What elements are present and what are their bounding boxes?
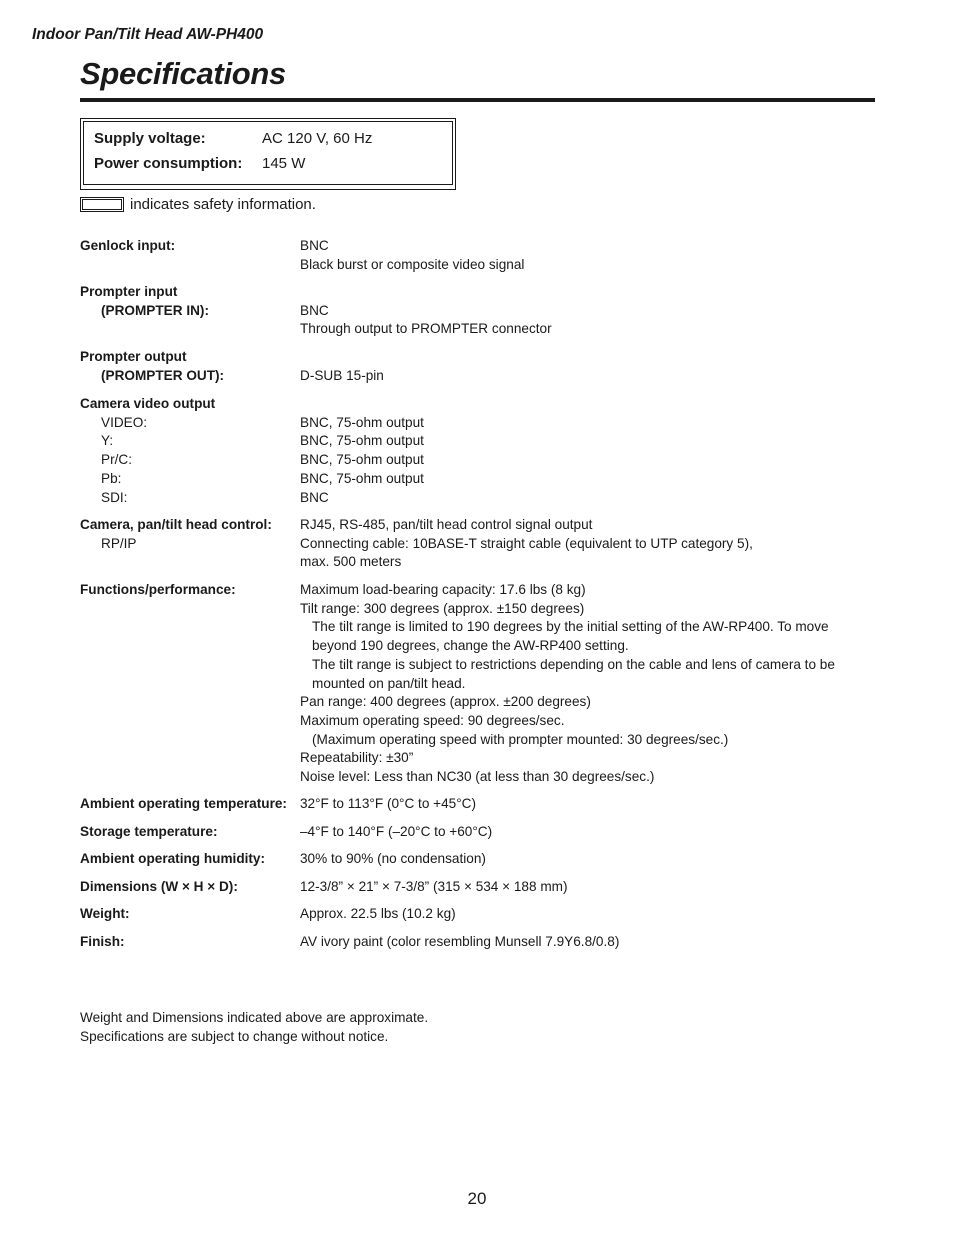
spec-value [300, 302, 870, 339]
spec-value [300, 516, 870, 572]
safety-box-icon [80, 197, 124, 212]
supply-voltage-label: Supply voltage: [94, 130, 206, 147]
power-consumption-label: Power consumption: [94, 155, 243, 172]
spec-value [300, 414, 870, 508]
spec-value-line: D-SUB 15-pin [300, 367, 384, 383]
spec-value-line: The tilt range is limited to 190 degrees by the initial setting of the AW-RP400. To move [312, 619, 829, 635]
spec-value-line: RJ45, RS-485, pan/tilt head control signal output [300, 517, 593, 532]
supply-voltage-value: AC 120 V, 60 Hz [262, 130, 373, 147]
spec-value-line: BNC [300, 302, 329, 318]
spec-value: 32°F to 113°F (0°C to +45°C) [300, 796, 477, 811]
spec-label-line: (PROMPTER OUT): [101, 367, 225, 383]
spec-label-line: (PROMPTER IN): [101, 302, 209, 318]
spec-value-line: Tilt range: 300 degrees (approx. ±150 degrees) [300, 600, 585, 616]
safety-note-text: indicates safety information. [130, 196, 316, 213]
spec-label [80, 348, 300, 385]
spec-value: –4°F to 140°F (–20°C to +60°C) [300, 824, 493, 839]
spec-label-line: Camera video output [80, 396, 216, 411]
supply-box [80, 118, 456, 190]
spec-value-line: Black burst or composite video signal [300, 256, 525, 272]
spec-value-line: max. 500 meters [300, 554, 402, 570]
spec-value-line: BNC, 75-ohm output [300, 452, 424, 468]
spec-sublabel: SDI: [101, 489, 128, 505]
spec-label [80, 283, 300, 320]
spec-value: 30% to 90% (no condensation) [300, 851, 486, 866]
spec-label: Finish: [80, 934, 125, 949]
footnote-line: Specifications are subject to change without notice. [80, 1029, 389, 1044]
spec-label [80, 516, 300, 553]
spec-value [300, 367, 870, 386]
spec-label: Weight: [80, 906, 130, 921]
page-number: 20 [467, 1189, 487, 1208]
spec-value-line: Repeatability: ±30” [300, 750, 414, 766]
spec-label: Genlock input: [80, 238, 176, 253]
spec-sublabel: RP/IP [101, 535, 137, 551]
spec-value-line: Maximum load-bearing capacity: 17.6 lbs (8 kg) [300, 582, 586, 597]
footnote-line: Weight and Dimensions indicated above are approximate. [80, 1010, 429, 1025]
supply-voltage-row [94, 130, 372, 147]
spec-value [300, 581, 870, 787]
footnote [80, 1008, 428, 1046]
spec-label: Ambient operating humidity: [80, 851, 266, 866]
spec-value [300, 237, 870, 274]
spec-value-line: Through output to PROMPTER connector [300, 321, 552, 337]
spec-value-line: beyond 190 degrees, change the AW-RP400 setting. [312, 638, 629, 654]
spec-value-line: Pan range: 400 degrees (approx. ±200 degrees) [300, 694, 591, 710]
spec-label: Storage temperature: [80, 824, 218, 839]
spec-value-line: Noise level: Less than NC30 (at less than 30 degrees/sec.) [300, 769, 655, 785]
supply-box-inner [83, 121, 453, 185]
spec-value-line: (Maximum operating speed with prompter mounted: 30 degrees/sec.) [312, 731, 729, 747]
spec-label-line: Prompter input [80, 284, 178, 299]
spec-sublabel: Pr/C: [101, 452, 132, 468]
spec-value-line: BNC [300, 238, 329, 253]
spec-label: Functions/performance: [80, 582, 236, 597]
spec-value-line: mounted on pan/tilt head. [312, 675, 466, 691]
spec-value-line: Maximum operating speed: 90 degrees/sec. [300, 712, 565, 728]
spec-value: 12-3/8” × 21” × 7-3/8” (315 × 534 × 188 mm) [300, 879, 568, 894]
spec-sublabel: Pb: [101, 470, 122, 486]
title-rule [80, 98, 875, 102]
spec-value-line: BNC [300, 489, 329, 505]
page-title: Specifications [80, 56, 286, 91]
power-consumption-row [94, 155, 305, 172]
spec-value-line: BNC, 75-ohm output [300, 414, 424, 430]
safety-note [80, 196, 316, 213]
spec-value-line: Connecting cable: 10BASE-T straight cable (equivalent to UTP category 5), [300, 535, 753, 551]
spec-value-line: The tilt range is subject to restrictions depending on the cable and lens of camera to be [312, 656, 835, 672]
spec-label-line: Prompter output [80, 349, 187, 364]
spec-value: Approx. 22.5 lbs (10.2 kg) [300, 906, 456, 921]
spec-label: Dimensions (W × H × D): [80, 879, 238, 894]
spec-value: AV ivory paint (color resembling Munsell 7.9Y6.8/0.8) [300, 934, 620, 949]
spec-sublabel: Y: [101, 433, 114, 449]
spec-label-line: Camera, pan/tilt head control: [80, 517, 272, 532]
spec-value-line: BNC, 75-ohm output [300, 470, 424, 486]
power-consumption-value: 145 W [262, 155, 306, 172]
spec-value-line: BNC, 75-ohm output [300, 433, 424, 449]
spec-sublabel: VIDEO: [101, 414, 148, 430]
running-header: Indoor Pan/Tilt Head AW-PH400 [32, 26, 264, 43]
spec-label [80, 395, 300, 507]
spec-label: Ambient operating temperature: [80, 796, 287, 811]
